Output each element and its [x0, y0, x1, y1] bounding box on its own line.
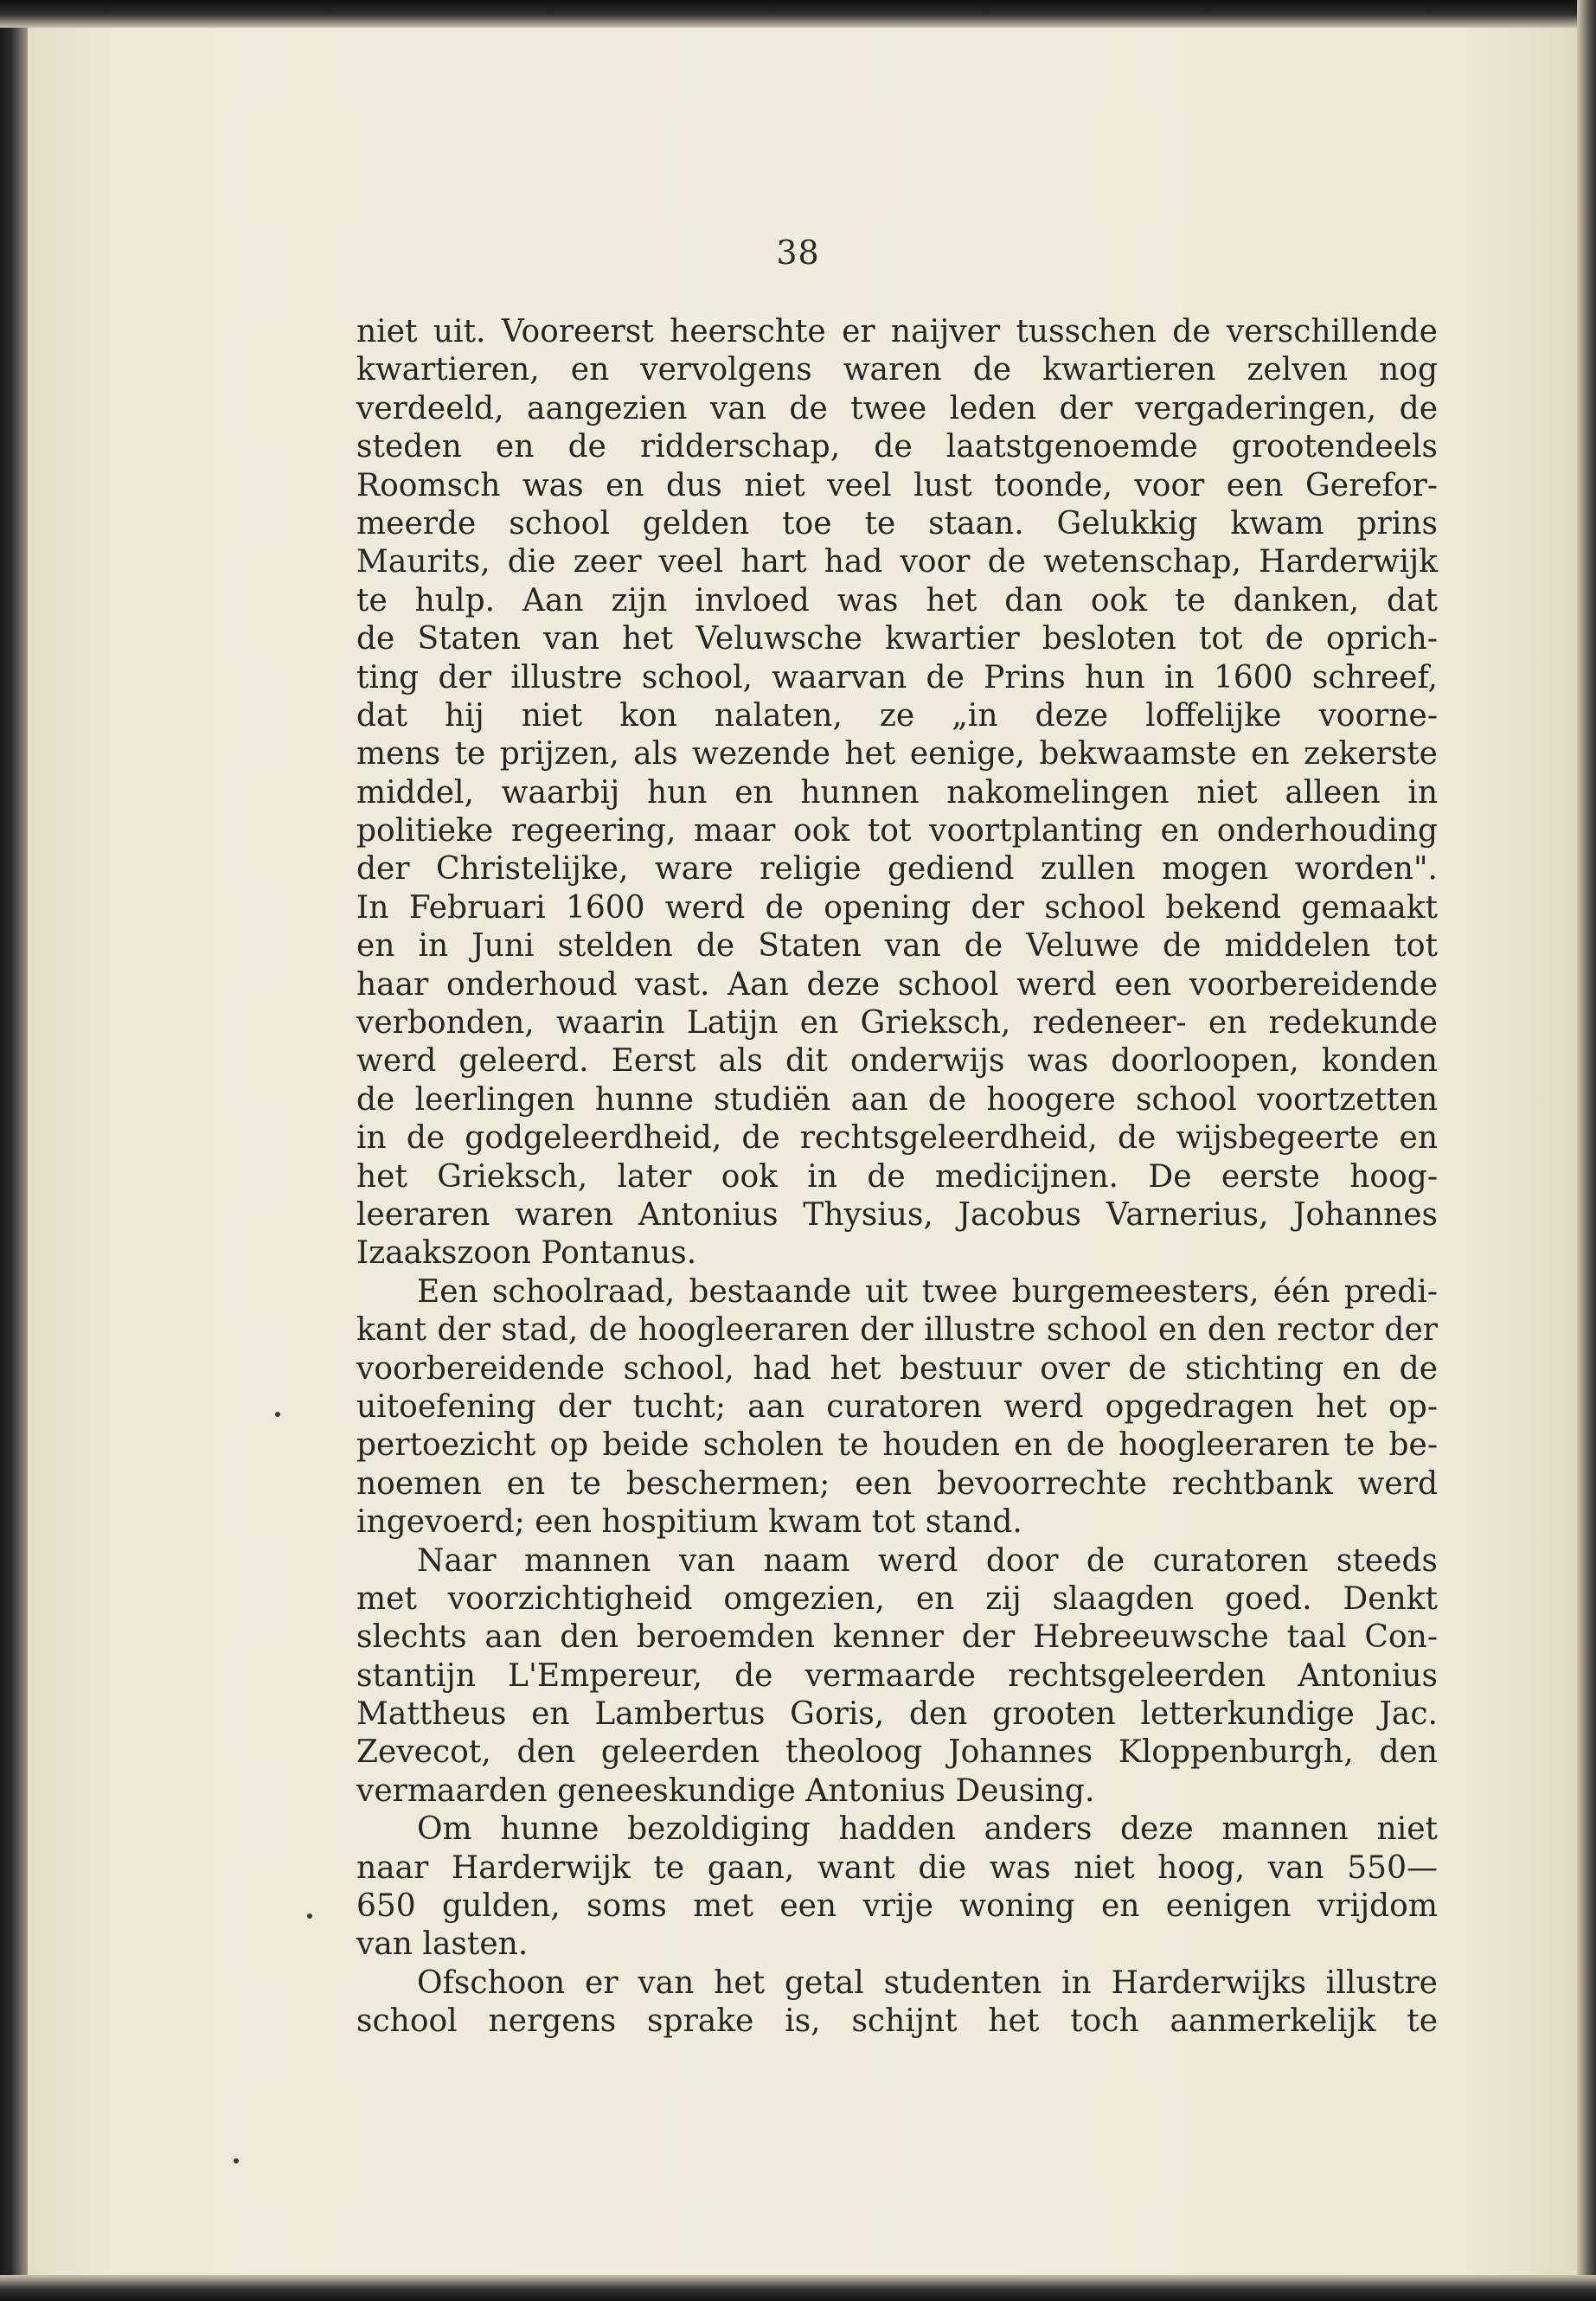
text-line: stantijn L'Empereur, de vermaarde rechtsgeleerden Antonius [356, 1657, 1438, 1694]
text-line: dat hij niet kon nalaten, ze „in deze loffelijke voorne- [356, 697, 1438, 734]
page-number: 38 [776, 234, 820, 272]
ink-speck [275, 1412, 280, 1417]
text-line: Een schoolraad, bestaande uit twee burgemeesters, één predi- [417, 1273, 1438, 1310]
scan-edge-top [0, 0, 1596, 28]
scan-edge-right [1577, 0, 1596, 2301]
text-line: verbonden, waarin Latijn en Grieksch, redeneer- en redekunde [356, 1005, 1438, 1042]
ink-speck [234, 2158, 239, 2163]
text-line: uitoefening der tucht; aan curatoren werd opgedragen het op- [356, 1388, 1438, 1425]
text-line: Mattheus en Lambertus Goris, den grooten letterkundige Jac. [356, 1696, 1438, 1733]
text-line: de leerlingen hunne studiën aan de hoogere school voortzetten [356, 1081, 1438, 1118]
text-line: meerde school gelden toe te staan. Gelukkig kwam prins [356, 505, 1438, 542]
text-line: pertoezicht op beide scholen te houden en de hoogleeraren te be- [356, 1427, 1438, 1464]
text-line: mens te prijzen, als wezende het eenige, bekwaamste en zekerste [356, 736, 1438, 772]
text-line: leeraren waren Antonius Thysius, Jacobus Varnerius, Johannes [356, 1196, 1438, 1233]
text-line: vermaarden geneeskundige Antonius Deusing. [356, 1772, 1095, 1809]
text-line: kant der stad, de hoogleeraren der illustre school en den rector der [356, 1312, 1438, 1349]
text-line: van lasten. [356, 1926, 529, 1963]
body-text [356, 313, 1438, 2041]
text-line: niet uit. Vooreerst heerschte er naijver tusschen de verschillende [356, 314, 1438, 349]
text-line: Ofschoon er van het getal studenten in Harderwijks illustre [417, 1965, 1438, 2001]
text-line: Naar mannen van naam werd door de curatoren steeds [417, 1542, 1438, 1579]
scan-edge-bottom [0, 2275, 1596, 2301]
text-line: 650 gulden, soms met een vrije woning en eenigen vrijdom [356, 1888, 1438, 1925]
text-line: ting der illustre school, waarvan de Prins hun in 1600 schreef, [356, 659, 1438, 695]
text-line: het Grieksch, later ook in de medicijnen. De eerste hoog- [356, 1158, 1438, 1195]
text-line: verdeeld, aangezien van de twee leden der vergaderingen, de [356, 390, 1438, 426]
text-line: te hulp. Aan zijn invloed was het dan ook te danken, dat [356, 582, 1438, 619]
text-line: Om hunne bezoldiging hadden anders deze mannen niet [417, 1811, 1438, 1848]
text-line: Zevecot, den geleerden theoloog Johannes Kloppenburgh, den [356, 1734, 1438, 1771]
text-line: met voorzichtigheid omgezien, en zij slaagden goed. Denkt [356, 1580, 1438, 1617]
text-line: de Staten van het Veluwsche kwartier besloten tot de oprich- [356, 621, 1438, 657]
text-line: steden en de ridderschap, de laatstgenoemde grootendeels [356, 429, 1438, 465]
text-line: der Christelijke, ware religie gediend zullen mogen worden". [356, 851, 1438, 888]
ink-speck [307, 1913, 312, 1919]
text-line: kwartieren, en vervolgens waren de kwartieren zelven nog [356, 352, 1438, 388]
text-line: haar onderhoud vast. Aan deze school werd een voorbereidende [356, 966, 1438, 1003]
text-line: naar Harderwijk te gaan, want die was niet hoog, van 550— [356, 1849, 1438, 1886]
text-line: middel, waarbij hun en hunnen nakomelingen niet alleen in [356, 774, 1438, 811]
text-line: slechts aan den beroemden kenner der Hebreeuwsche taal Con- [356, 1619, 1438, 1656]
text-line: ingevoerd; een hospitium kwam tot stand. [356, 1504, 1022, 1541]
text-line: noemen en te beschermen; een bevoorrechte rechtbank werd [356, 1465, 1438, 1502]
text-line: school nergens sprake is, schijnt het toch aanmerkelijk te [356, 2003, 1438, 2040]
text-line: voorbereidende school, had het bestuur over de stichting en de [356, 1350, 1438, 1387]
text-line: Izaakszoon Pontanus. [356, 1235, 697, 1272]
text-line: politieke regeering, maar ook tot voortplanting en onderhouding [356, 813, 1438, 849]
text-line: en in Juni stelden de Staten van de Veluwe de middelen tot [356, 928, 1438, 965]
text-line: Maurits, die zeer veel hart had voor de wetenschap, Harderwijk [356, 544, 1438, 580]
scan-edge-left [0, 0, 28, 2301]
text-line: Roomsch was en dus niet veel lust toonde, voor een Gerefor- [356, 467, 1438, 503]
text-line: In Februari 1600 werd de opening der school bekend gemaakt [356, 889, 1438, 926]
text-line: in de godgeleerdheid, de rechtsgeleerdheid, de wijsbegeerte en [356, 1120, 1438, 1157]
text-line: werd geleerd. Eerst als dit onderwijs was doorloopen, konden [356, 1043, 1438, 1080]
